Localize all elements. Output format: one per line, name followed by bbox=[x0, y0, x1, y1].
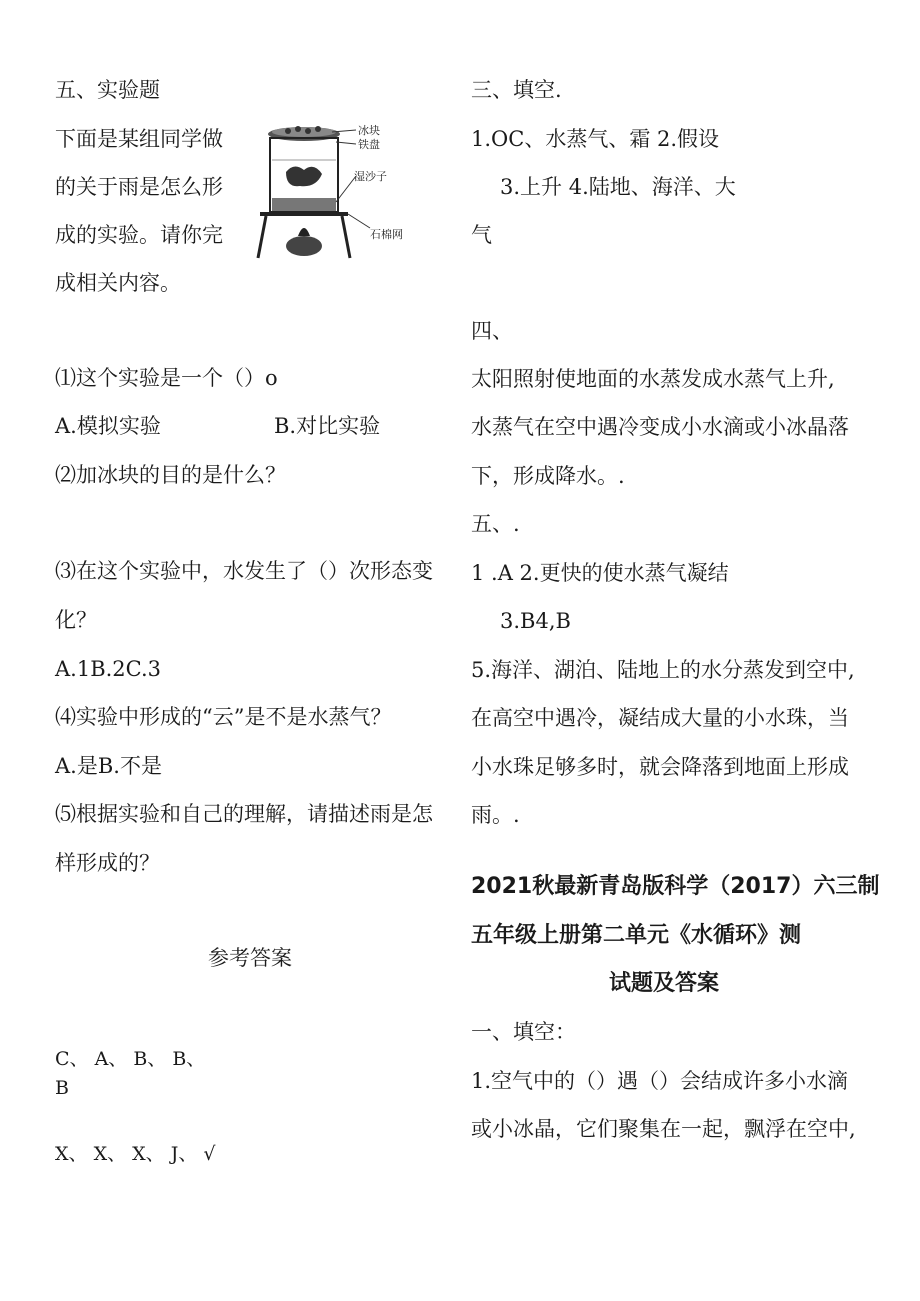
fill-answers-line: 3.上升 4.陆地、海洋、大 bbox=[500, 175, 736, 199]
intro-line: 成相关内容。 bbox=[55, 271, 181, 295]
document-title: 2021秋最新青岛版科学（2017）六三制 bbox=[471, 874, 880, 899]
question-4-options: A.是B.不是 bbox=[55, 754, 162, 778]
intro-line: 成的实验。请你完 bbox=[55, 223, 223, 247]
section-four-line: 水蒸气在空中遇冷变成小水滴或小冰晶落 bbox=[471, 415, 849, 439]
figure-label-asbestos-net: 石棉网 bbox=[370, 228, 403, 241]
question-3-cont: 化？ bbox=[55, 608, 97, 632]
document-title: 试题及答案 bbox=[609, 971, 720, 996]
section-five-line: 3.B4,B bbox=[500, 609, 571, 633]
question-5: ⑸根据实验和自己的理解，请描述雨是怎 bbox=[55, 802, 433, 826]
section-title-five: 五、. bbox=[471, 512, 520, 536]
question-1-option-a: A.模拟实验 bbox=[55, 414, 161, 438]
section-title-one: 一、填空： bbox=[471, 1020, 576, 1044]
question-1: ⑴这个实验是一个（）o bbox=[55, 366, 278, 390]
answer-choices: C、 A、 B、 B、 bbox=[55, 1048, 206, 1070]
question-4: ⑷实验中形成的“云”是不是水蒸气？ bbox=[55, 705, 392, 729]
question-5-cont: 样形成的？ bbox=[55, 851, 160, 875]
section-four-line: 太阳照射使地面的水蒸发成水蒸气上升, bbox=[471, 367, 835, 391]
figure-label-wet-sand: 湿沙子 bbox=[354, 170, 387, 183]
section-title-experiment: 五、实验题 bbox=[55, 78, 160, 102]
section-five-line: 5.海洋、湖泊、陆地上的水分蒸发到空中, bbox=[471, 658, 855, 682]
figure-label-ice: 冰块 bbox=[358, 124, 380, 137]
section-five-line: 小水珠足够多时，就会降落到地面上形成 bbox=[471, 755, 849, 779]
answer-key-title: 参考答案 bbox=[208, 946, 292, 970]
intro-line: 下面是某组同学做 bbox=[55, 127, 223, 151]
section-one-line: 或小冰晶，它们聚集在一起，飘浮在空中, bbox=[471, 1117, 856, 1141]
intro-line: 的关于雨是怎么形 bbox=[55, 175, 223, 199]
section-five-line: 雨。. bbox=[471, 803, 520, 827]
experiment-apparatus-figure bbox=[252, 120, 424, 260]
fill-answers-line: 1.OC、水蒸气、霜 2.假设 bbox=[471, 127, 720, 151]
answer-choices-cont: B bbox=[55, 1077, 69, 1099]
answer-judgements: X、 X、 X、 J、 √ bbox=[55, 1143, 216, 1165]
section-four-line: 下，形成降水。. bbox=[471, 464, 625, 488]
question-1-option-b: B.对比实验 bbox=[274, 414, 381, 438]
question-2: ⑵加冰块的目的是什么？ bbox=[55, 463, 286, 487]
question-3-options: A.1B.2C.3 bbox=[55, 657, 162, 681]
question-3: ⑶在这个实验中，水发生了（）次形态变 bbox=[55, 559, 433, 583]
document-title: 五年级上册第二单元《水循环》测 bbox=[471, 923, 802, 948]
figure-label-tray: 铁盘 bbox=[358, 138, 380, 151]
section-five-line: 1 .A 2.更快的使水蒸气凝结 bbox=[471, 561, 729, 585]
section-one-line: 1.空气中的（）遇（）会结成许多小水滴 bbox=[471, 1069, 849, 1093]
section-title-fill: 三、填空. bbox=[471, 78, 562, 102]
fill-answers-line: 气 bbox=[471, 223, 492, 247]
section-title-four: 四、 bbox=[471, 319, 513, 343]
section-five-line: 在高空中遇冷，凝结成大量的小水珠，当 bbox=[471, 706, 849, 730]
